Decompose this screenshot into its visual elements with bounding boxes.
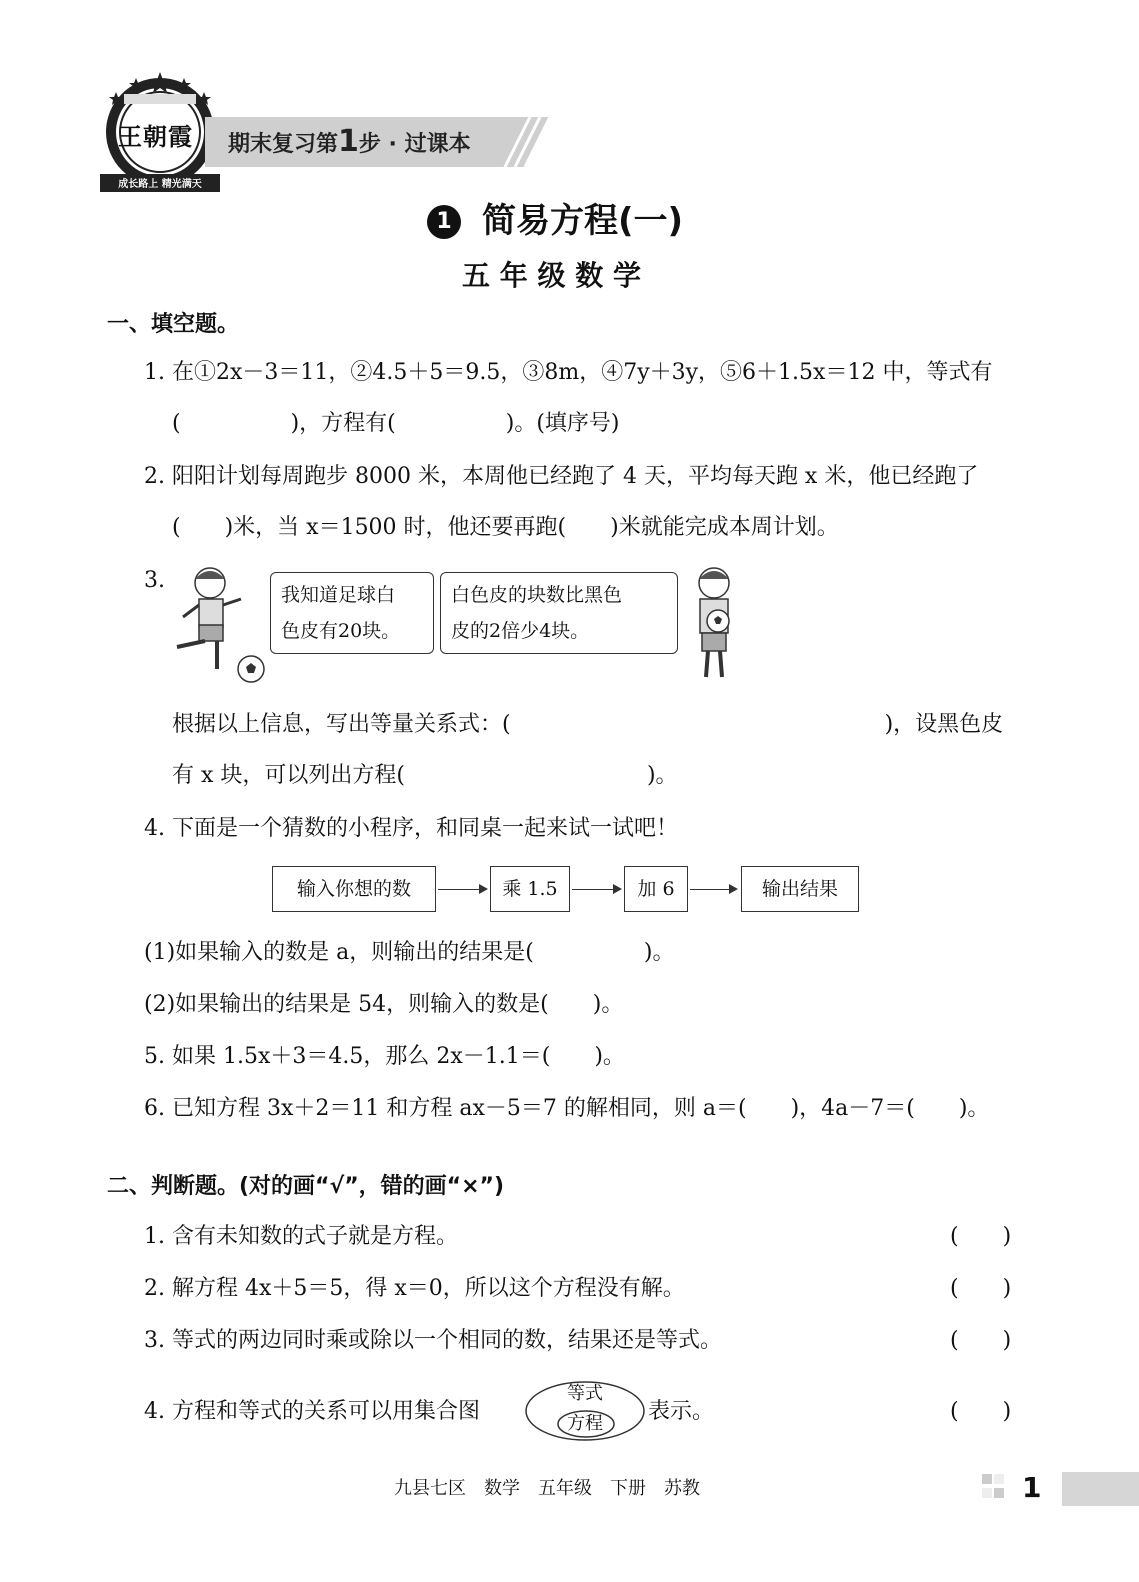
footer-squares-icon xyxy=(980,1472,1020,1506)
page-number: 1 xyxy=(1022,1471,1042,1504)
bubble-right-line1: 白色皮的块数比黑色 xyxy=(451,584,623,606)
q2-line2: ( )米，当 x＝1500 时，他还要再跑( )米就能完成本周计划。 xyxy=(172,515,839,540)
bubble-right-line2: 皮的2倍少4块。 xyxy=(451,620,590,642)
q5: 5. 如果 1.5x＋3＝4.5，那么 2x－1.1＝( )。 xyxy=(144,1044,625,1069)
venn-inner-label: 方程 xyxy=(567,1413,603,1434)
logo-slogan: 成长路上 精光满天 xyxy=(118,179,202,190)
footer-info: 九县七区 数学 五年级 下册 苏教 xyxy=(394,1478,700,1499)
boy-kicking-icon xyxy=(165,565,265,687)
judge-answer-2: ( ) xyxy=(950,1276,1012,1301)
q6: 6. 已知方程 3x＋2＝11 和方程 ax－5＝7 的解相同，则 a＝( )，4a－7＝( )。 xyxy=(144,1096,990,1121)
title-number-badge xyxy=(427,205,461,239)
flow-arrow-3 xyxy=(690,889,736,890)
flow-arrow-2 xyxy=(572,889,620,890)
logo-text: 王朝霞 xyxy=(118,122,193,151)
section2-heading: 二、判断题。(对的画“√”，错的画“×”) xyxy=(107,1174,505,1199)
boy-holding-ball-illustration xyxy=(684,565,744,687)
q4-sub1: (1)如果输入的数是 a，则输出的结果是( )。 xyxy=(144,940,675,965)
q3-line1: 根据以上信息，写出等量关系式：( )，设黑色皮 xyxy=(172,712,1004,737)
boy-kicking-illustration xyxy=(165,565,265,687)
flow-arrow-1 xyxy=(438,889,486,890)
footer-decoration xyxy=(980,1472,1020,1506)
q4-intro: 4. 下面是一个猜数的小程序，和同桌一起来试一试吧！ xyxy=(144,816,678,841)
flow-step-multiply: 乘 1.5 xyxy=(490,866,570,912)
bubble-left-line2: 色皮有20块。 xyxy=(281,620,401,642)
banner-step-number: 1 xyxy=(338,124,359,159)
speech-bubble-right xyxy=(440,572,678,654)
banner-suffix: 步 · 过课本 xyxy=(358,132,471,157)
venn-outer-label: 等式 xyxy=(567,1383,603,1404)
page-title: 简易方程(一) xyxy=(482,201,684,241)
judge-item-4: 4. 方程和等式的关系可以用集合图 xyxy=(144,1399,480,1424)
flow-step-output: 输出结果 xyxy=(741,866,859,912)
flow-step-add: 加 6 xyxy=(624,866,688,912)
q2-line1: 2. 阳阳计划每周跑步 8000 米，本周他已经跑了 4 天，平均每天跑 x 米，他已经跑了 xyxy=(144,464,979,489)
q3-number: 3. xyxy=(144,568,165,593)
boy-holding-ball-icon xyxy=(684,565,744,687)
judge-answer-3: ( ) xyxy=(950,1328,1012,1353)
banner-title xyxy=(228,124,471,160)
judge-answer-4: ( ) xyxy=(950,1399,1012,1424)
q1-line2: ( )，方程有( )。(填序号) xyxy=(172,411,620,436)
q3-line2: 有 x 块，可以列出方程( )。 xyxy=(172,763,678,788)
judge-item-1: 1. 含有未知数的式子就是方程。 xyxy=(144,1224,458,1249)
q1-line1: 1. 在①2x－3＝11，②4.5＋5＝9.5，③8m，④7y＋3y，⑤6＋1.5x＝12 中，等式有 xyxy=(144,360,993,385)
banner-prefix: 期末复习第 xyxy=(228,132,339,157)
bubble-left-line1: 我知道足球白 xyxy=(281,584,396,606)
judge-item-3: 3. 等式的两边同时乘或除以一个相同的数，结果还是等式。 xyxy=(144,1328,722,1353)
judge-item-2: 2. 解方程 4x＋5＝5，得 x＝0，所以这个方程没有解。 xyxy=(144,1276,685,1301)
speech-bubble-left xyxy=(270,572,434,654)
judge-answer-1: ( ) xyxy=(950,1224,1012,1249)
footer-gray-bar xyxy=(1062,1472,1139,1506)
judge-item-4-suffix: 表示。 xyxy=(648,1399,715,1424)
flow-step-input: 输入你想的数 xyxy=(272,866,436,912)
title-number: 1 xyxy=(436,209,452,234)
q4-sub2: (2)如果输出的结果是 54，则输入的数是( )。 xyxy=(144,992,624,1017)
section1-heading: 一、填空题。 xyxy=(107,312,240,337)
page-subtitle: 五 年 级 数 学 xyxy=(462,259,641,292)
